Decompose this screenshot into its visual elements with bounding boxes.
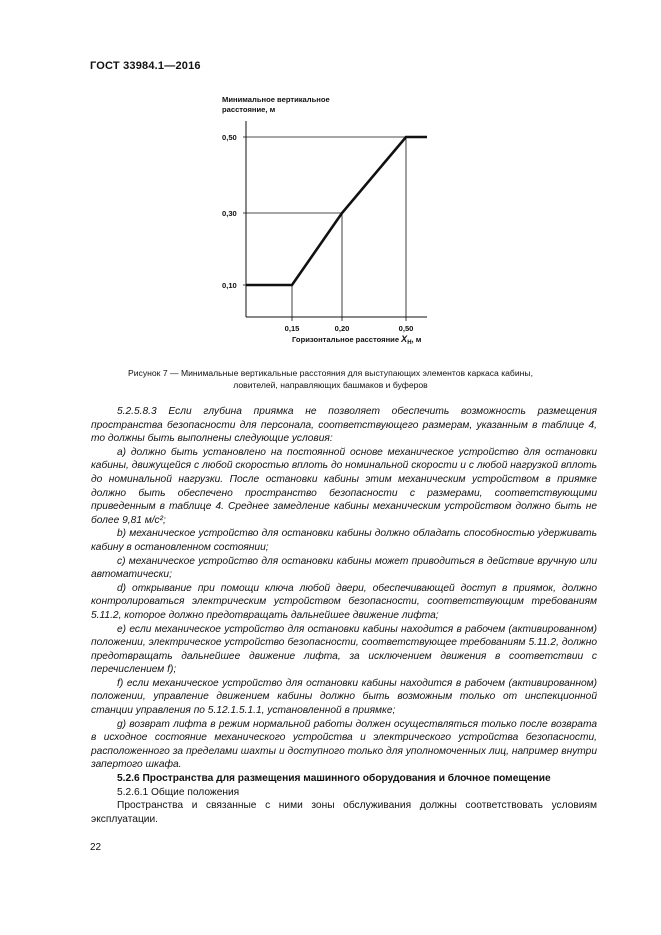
chart-y-tick-label-1: 0,30 (222, 209, 237, 218)
subsection-heading-5-2-6-1: 5.2.6.1 Общие положения (117, 786, 240, 798)
chart-y-tick-label-0: 0,10 (222, 281, 237, 290)
chart-x-tick-label-1: 0,20 (334, 324, 350, 333)
chart-series-line (246, 137, 427, 285)
body-text (91, 405, 597, 826)
chart-xlabel-text: Горизонтальное расстояние (292, 335, 402, 344)
list-item-a: a) должно быть установлено на постоянной основе механическое устройство для остановки кабины, движущейся с любой скоростью вплоть до номинальной скорости и с любой нагрузкой вплоть до номинальной нагрузки. После остановки кабины этим механическим устройством в приямке должно быть обеспечено пространство безопасности с размерами, соответствующими приведенным в таблице 4. Среднее замедление кабины механическим устройством должно быть не более 9,81 м/с²; (91, 446, 597, 526)
list-item-g: g) возврат лифта в режим нормальной работы должен осуществляться только после возврата в исходное состояние механического устройства и электрического устройства безопасности, расположенного за пределами шахты и доступного только для уполномоченных лиц, например внутри запертого шкафа. (91, 718, 597, 771)
section-heading-5-2-6: 5.2.6 Пространства для размещения машинного оборудования и блочное помещение (117, 773, 551, 785)
figure-caption (70, 367, 591, 391)
chart-x-tick-label-0: 0,15 (284, 324, 300, 333)
figure-caption-line1: Рисунок 7 — Минимальные вертикальные расстояния для выступающих элементов каркаса кабины, (128, 368, 533, 378)
list-item-c: c) механическое устройство для остановки кабины может приводиться в действие вручную или автоматически; (91, 555, 597, 581)
final-paragraph: Пространства и связанные с ними зоны обслуживания должны соответствовать условиям эксплуатации. (91, 800, 597, 825)
list-item-d: d) открывание при помощи ключа любой двери, обеспечивающей доступ в приямок, должно контролироваться электрическим устройством безопасности, соответствующим требованиям 5.11.2, которое должно предотвращать дальнейшее движение лифта; (91, 582, 597, 621)
chart-x-ticks (285, 317, 414, 333)
list-item-f: f) если механическое устройство для остановки кабины находится в рабочем (активированном) положении, управление движением кабины должно быть возможным только от инспекционной станции управления по 5.12.1.5.1.1, установленной в приямке; (91, 677, 597, 717)
chart-xlabel-var: X (401, 334, 408, 344)
chart-ylabel-line1: Минимальное вертикальное (222, 95, 330, 104)
list-item-e: e) если механическое устройство для остановки кабины находится в рабочем (активированном) положении, электрическое устройство безопасности, соответствующее требованиям 5.11.2, должно предотвращать дальнейшее движение лифта, за исключением движения в соответствии с перечислением f); (91, 623, 597, 676)
min-vertical-distance-chart (0, 0, 661, 360)
chart-xlabel-sub: H (407, 340, 412, 346)
page-number: 22 (90, 842, 102, 853)
chart-y-ticks (222, 133, 246, 290)
chart-y-tick-label-2: 0,50 (222, 133, 237, 142)
document-code: ГОСТ 33984.1—2016 (90, 60, 201, 72)
chart-x-tick-label-2: 0,50 (398, 324, 414, 333)
chart-xlabel-unit: , м (411, 335, 422, 344)
figure-caption-line2: ловителей, направляющих башмаков и буферов (233, 380, 428, 390)
paragraph-5-2-5-8-3: 5.2.5.8.3 Если глубина приямка не позволяет обеспечить возможность размещения пространства безопасности для персонала, соответствующего размерам, указанным в таблице 4, то должны быть выполнены следующие условия: (91, 406, 597, 445)
list-item-b: b) механическое устройство для остановки кабины должно обладать способностью удерживать кабину в остановленном состоянии; (91, 528, 597, 553)
chart-xlabel (292, 334, 422, 346)
chart-ylabel-line2: расстояние, м (222, 105, 276, 114)
